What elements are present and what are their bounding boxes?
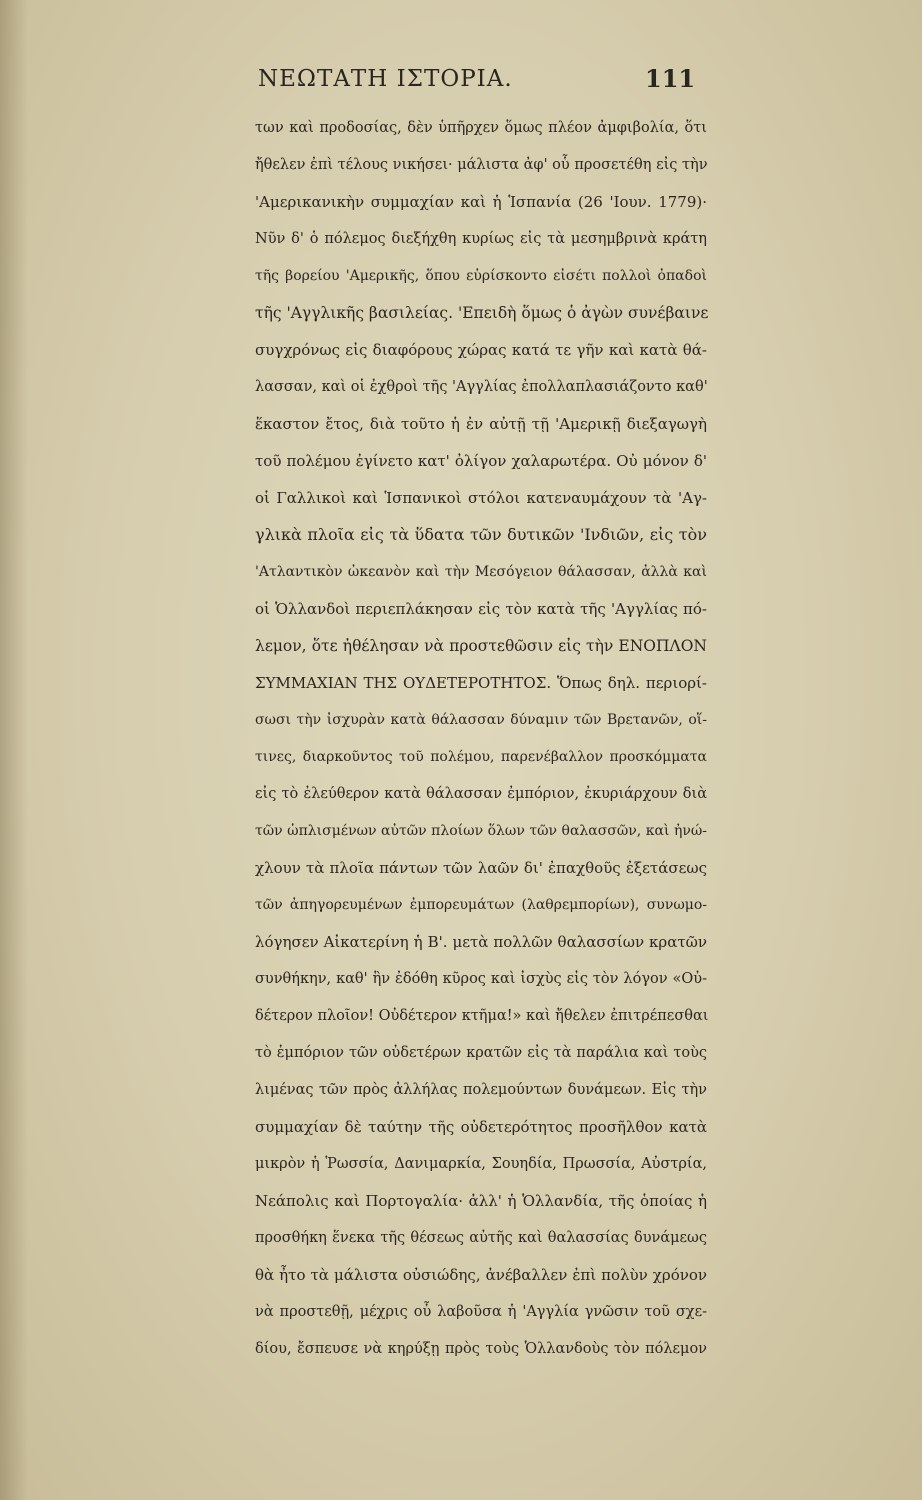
text-line: τοῦ πολέμου ἐγίνετο κατ' ὀλίγον χαλαρωτέρα. Οὐ μόνον δ'	[255, 452, 707, 470]
text-line: λεμον, ὅτε ἠθέλησαν νὰ προστεθῶσιν εἰς τὴν ΕΝΟΠΛΟΝ	[255, 637, 707, 655]
text-line: εἰς τὸ ἐλεύθερον κατὰ θάλασσαν ἐμπόριον, ἐκυριάρχουν διὰ	[255, 786, 707, 802]
text-line: τῶν ὡπλισμένων αὐτῶν πλοίων ὅλων τῶν θαλασσῶν, καὶ ἠνώ-	[255, 823, 707, 839]
text-line: τὸ ἐμπόριον τῶν οὐδετέρων κρατῶν εἰς τὰ παράλια καὶ τοὺς	[255, 1045, 707, 1061]
text-line: οἱ Γαλλικοὶ καὶ Ἱσπανικοὶ στόλοι κατεναυμάχουν τὰ 'Αγ-	[255, 489, 707, 507]
spine-shadow	[0, 0, 28, 1500]
running-title: ΝΕΩΤΑΤΗ ΙΣΤΟΡΙΑ.	[258, 66, 513, 92]
page-number: 111	[645, 64, 696, 93]
text-line: συμμαχίαν δὲ ταύτην τῆς οὐδετερότητος προσῆλθον κατὰ	[255, 1118, 707, 1136]
text-line: λόγησεν Αἰκατερίνη ἡ Β'. μετὰ πολλῶν θαλασσίων κρατῶν	[255, 933, 707, 951]
text-line: οἱ Ὁλλανδοὶ περιεπλάκησαν εἰς τὸν κατὰ τῆς 'Αγγλίας πό-	[255, 600, 707, 618]
text-line: ΣΥΜΜΑΧΙΑΝ ΤΗΣ ΟΥΔΕΤΕΡΟΤΗΤΟΣ. Ὅπως δηλ. περιορί-	[255, 674, 707, 692]
text-line: προσθήκη ἕνεκα τῆς θέσεως αὐτῆς καὶ θαλασσίας δυνάμεως	[255, 1230, 707, 1246]
text-line: δίου, ἔσπευσε νὰ κηρύξῃ πρὸς τοὺς Ὁλλανδοὺς τὸν πόλεμον	[255, 1341, 707, 1357]
text-line: ἤθελεν ἐπὶ τέλους νικήσει· μάλιστα ἀφ' οὗ προσετέθη εἰς τὴν	[255, 157, 708, 173]
text-line: των καὶ προδοσίας, δὲν ὑπῆρχεν ὅμως πλέον ἀμφιβολία, ὅτι	[255, 120, 707, 136]
text-line: νὰ προστεθῇ, μέχρις οὗ λαβοῦσα ἡ 'Αγγλία γνῶσιν τοῦ σχε-	[255, 1304, 707, 1320]
text-line: τῶν ἀπηγορευμένων ἐμπορευμάτων (λαθρεμπορίων), συνωμο-	[255, 897, 707, 913]
text-line: Νῦν δ' ὁ πόλεμος διεξήχθη κυρίως εἰς τὰ μεσημβρινὰ κράτη	[255, 231, 707, 247]
text-line: σωσι τὴν ἰσχυρὰν κατὰ θάλασσαν δύναμιν τῶν Βρετανῶν, οἵ-	[255, 712, 707, 728]
text-line: χλουν τὰ πλοῖα πάντων τῶν λαῶν δι' ἐπαχθοῦς ἐξετάσεως	[255, 859, 707, 877]
text-line: 'Ατλαντικὸν ὠκεανὸν καὶ τὴν Μεσόγειον θάλασσαν, ἀλλὰ καὶ	[255, 564, 707, 580]
text-line: συγχρόνως εἰς διαφόρους χώρας κατά τε γῆν καὶ κατὰ θά-	[255, 341, 707, 359]
text-line: τῆς βορείου 'Αμερικῆς, ὅπου εὑρίσκοντο εἰσέτι πολλοὶ ὀπαδοὶ	[255, 268, 707, 284]
text-line: τῆς 'Αγγλικῆς βασιλείας. 'Επειδὴ ὅμως ὁ ἀγὼν συνέβαινε	[255, 304, 709, 322]
text-line: μικρὸν ἡ Ῥωσσία, Δανιμαρκία, Σουηδία, Πρωσσία, Αὐστρία,	[255, 1156, 707, 1172]
text-line: λασσαν, καὶ οἱ ἐχθροὶ τῆς 'Αγγλίας ἐπολλαπλασιάζοντο καθ'	[255, 379, 708, 395]
text-line: 'Αμερικανικὴν συμμαχίαν καὶ ἡ Ἱσπανία (26 'Ιουν. 1779)·	[255, 193, 707, 211]
text-line: θὰ ἦτο τὰ μάλιστα οὐσιώδης, ἀνέβαλλεν ἐπὶ πολὺν χρόνον	[255, 1266, 707, 1284]
text-line: τινες, διαρκοῦντος τοῦ πολέμου, παρενέβαλλον προσκόμματα	[255, 749, 707, 765]
text-line: λιμένας τῶν πρὸς ἀλλήλας πολεμούντων δυνάμεων. Εἰς τὴν	[255, 1082, 707, 1098]
text-line: γλικὰ πλοῖα εἰς τὰ ὕδατα τῶν δυτικῶν 'Ινδιῶν, εἰς τὸν	[255, 525, 707, 544]
text-line: συνθήκην, καθ' ἣν ἐδόθη κῦρος καὶ ἰσχὺς εἰς τὸν λόγον «Οὐ-	[255, 971, 707, 987]
running-head	[0, 62, 922, 96]
text-line: ἕκαστον ἔτος, διὰ τοῦτο ἡ ἐν αὐτῇ τῇ 'Αμερικῇ διεξαγωγὴ	[255, 415, 707, 433]
text-line: Νεάπολις καὶ Πορτογαλία· ἀλλ' ἡ Ὁλλανδία, τῆς ὁποίας ἡ	[255, 1192, 707, 1210]
text-line: δέτερον πλοῖον! Οὐδέτερον κτῆμα!» καὶ ἤθελεν ἐπιτρέπεσθαι	[255, 1008, 709, 1024]
